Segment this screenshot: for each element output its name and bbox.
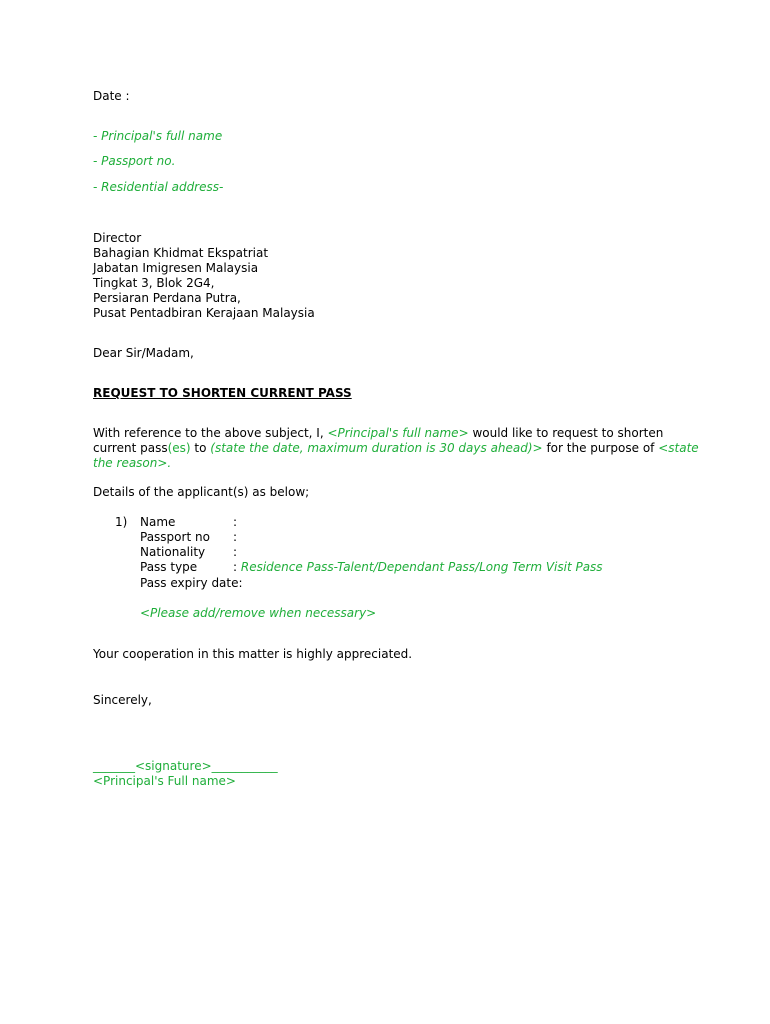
- recipient-line: Pusat Pentadbiran Kerajaan Malaysia: [93, 306, 315, 320]
- body-paragraph-line: current pass(es) to (state the date, maximum duration is 30 days ahead)> for the purpose of <state: [93, 441, 699, 455]
- field-label: Passport no: [140, 530, 210, 544]
- date-line: Date :: [93, 89, 130, 103]
- signature-line: _______<signature>___________: [93, 759, 278, 773]
- applicant-field-row: [115, 560, 603, 575]
- recipient-line: Jabatan Imigresen Malaysia: [93, 261, 259, 275]
- field-sep: :: [233, 545, 238, 559]
- sender-address-placeholder: - Residential address-: [93, 180, 224, 194]
- field-label: Nationality: [140, 545, 206, 559]
- recipient-line: Director: [93, 231, 142, 245]
- sender-name-placeholder: - Principal's full name: [93, 129, 223, 143]
- field-sep: :: [233, 560, 238, 574]
- add-remove-note: <Please add/remove when necessary>: [140, 606, 377, 620]
- reason-placeholder: the reason>.: [93, 456, 172, 470]
- principal-name-placeholder: <Principal's full name>: [327, 426, 469, 440]
- pass-type-placeholder: Residence Pass-Talent/Dependant Pass/Long Term Visit Pass: [240, 560, 603, 574]
- applicant-field-row: [115, 545, 237, 560]
- field-sep: :: [233, 530, 238, 544]
- recipient-line: Persiaran Perdana Putra,: [93, 291, 241, 305]
- date-placeholder: (state the date, maximum duration is 30 days ahead)>: [210, 441, 543, 455]
- sign-off: Sincerely,: [93, 693, 152, 707]
- signature-name-placeholder: <Principal's Full name>: [93, 774, 236, 788]
- reason-placeholder: <state: [658, 441, 699, 455]
- field-label: Pass expiry date:: [140, 576, 243, 590]
- applicant-field-row: [115, 530, 237, 545]
- field-label: Name: [140, 515, 176, 529]
- subject-heading: REQUEST TO SHORTEN CURRENT PASS: [93, 386, 352, 400]
- field-label: Pass type: [140, 560, 198, 574]
- recipient-line: Tingkat 3, Blok 2G4,: [93, 276, 215, 290]
- closing-paragraph: Your cooperation in this matter is highly appreciated.: [93, 647, 413, 661]
- sender-passport-placeholder: - Passport no.: [93, 154, 176, 168]
- applicant-field-row: [115, 515, 237, 530]
- field-sep: :: [233, 515, 238, 529]
- salutation: Dear Sir/Madam,: [93, 346, 194, 360]
- applicant-number: 1): [115, 515, 128, 529]
- details-intro: Details of the applicant(s) as below;: [93, 485, 310, 499]
- recipient-line: Bahagian Khidmat Ekspatriat: [93, 246, 269, 260]
- applicant-field-row: [115, 576, 243, 591]
- body-paragraph-line: With reference to the above subject, I, <Principal's full name> would like to request to shorten: [93, 426, 664, 440]
